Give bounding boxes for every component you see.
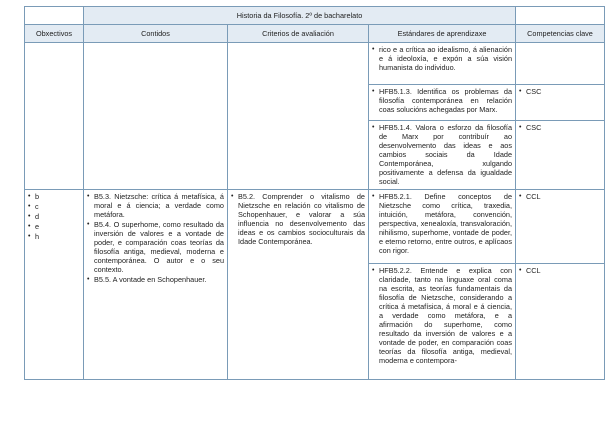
objective-item: • b [35,192,80,201]
criteria-cell [228,190,369,380]
objective-item: • d [35,212,80,221]
content-item: • B5.5. A vontade en Schopenhauer. [94,275,224,284]
standard-cell [369,190,516,264]
competence-item: • CCL [526,192,601,201]
competence-item: • CCL [526,266,601,275]
competence-item: • CSC [526,123,601,132]
standard-cell [369,85,516,121]
table-title: Historia da Filosofía. 2º de bacharelato [84,7,516,25]
standard-item: • HFB5.2.1. Define conceptos de Nietzsche como crítica, traxedia, intuición, metáfora, convención, perspectiva, xenealoxía, transvaloración, nihilismo, superhome, vontade de poder, e eterno retorno, entre outros, e aplícaos con rigor. [379,192,512,255]
content-item: • B5.4. O superhome, como resultado da inversión de valores e a vontade de poder, e comparación coas teorías da filosofía antiga, medieval, moderna e contemporánea. O autor e o seu contexto. [94,220,224,274]
competence-cell [516,264,605,380]
objectives-cell [25,190,84,380]
criteria-cell [228,43,369,190]
table-row [25,43,605,85]
competence-cell [516,121,605,190]
content-item: • B5.3. Nietzsche: crítica á metafísica, á moral e á ciencia; a verdade como metáfora. [94,192,224,219]
standard-cell [369,43,516,85]
standard-continuation [379,45,512,72]
objective-item: • e [35,222,80,231]
standard-cell [369,264,516,380]
header-criteria: Criterios de avaliación [228,25,369,43]
table-row [25,190,605,264]
empty-header-cell [25,7,84,25]
standard-item: • HFB5.1.4. Valora o esforzo da filosofía de Marx por contribuír ao desenvolvemento das ideas e aos cambios sociais da Idade Contemporánea, xulgando positivamente a defensa da igualdade social. [379,123,512,186]
standard-text: rico e a crítica ao idealismo, á alienación e á ideoloxía, e expón a súa visión humanista do individuo. [379,45,513,72]
header-competences: Competencias clave [516,25,605,43]
contents-cell [84,43,228,190]
objectives-cell [25,43,84,190]
header-objectives: Obxectivos [25,25,84,43]
criteria-item: • B5.2. Comprender o vitalismo de Nietzsche en relación co vitalismo de Schopenhauer, e valorar a súa influencia no desenvolvemento das ideas e os cambios socioculturais da Idade Contemporánea. [238,192,365,246]
contents-cell [84,190,228,380]
header-contents: Contidos [84,25,228,43]
curriculum-table [24,6,605,380]
header-standards: Estándares de aprendizaxe [369,25,516,43]
competence-item: • CSC [526,87,601,96]
standard-item: • HFB5.1.3. Identifica os problemas da filosofía contemporánea en relación coas solucións achegadas por Marx. [379,87,512,114]
competence-cell [516,85,605,121]
curriculum-page [24,6,604,380]
standard-cell [369,121,516,190]
standard-item: • HFB5.2.2. Entende e explica con claridade, tanto na linguaxe oral coma na escrita, as teorías fundamentais da filosofía de Nietzsche, considerando a crítica á metafísica, á moral e á ciencia, a verdade como metáfora, e a afirmación do superhome, como resultado da inversión de valores e a vontade de poder, en comparación coas teorías da filosofía antiga, medieval, moderna e contempora- [379,266,512,365]
competence-cell [516,190,605,264]
empty-header-cell [516,7,605,25]
objective-item: • c [35,202,80,211]
competence-cell [516,43,605,85]
objective-item: • h [35,232,80,241]
